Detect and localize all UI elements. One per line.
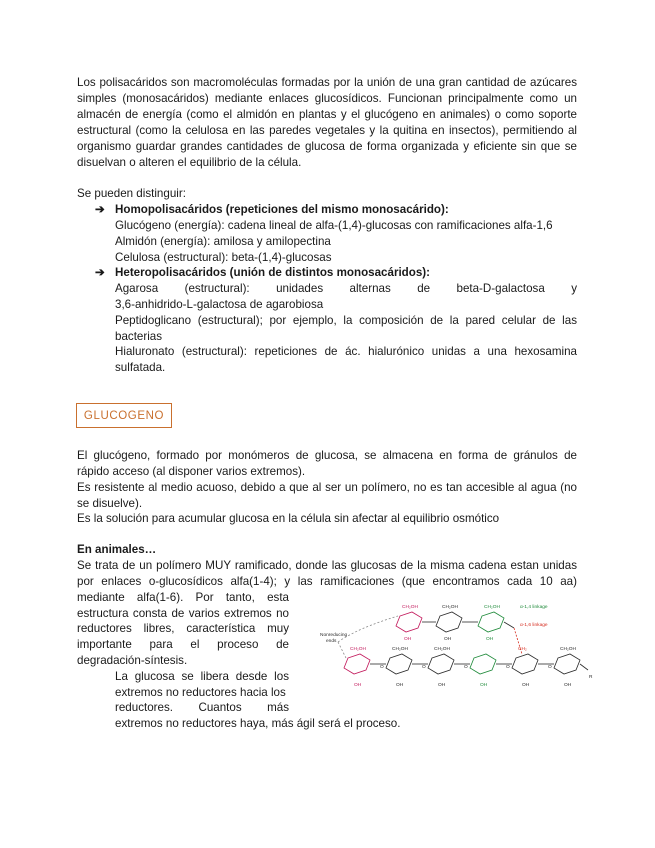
animals-line: mediante alfa(1-6). Por tanto, esta <box>77 591 289 604</box>
glucose-ring <box>478 612 504 632</box>
oh-label: OH <box>564 683 572 688</box>
animals-line: importante para el proceso de <box>77 638 289 651</box>
intro-line: almacén de energía (como el almidón en plantas y el glucógeno en animales) o como soporte <box>77 108 577 121</box>
glycogen-structure-diagram <box>318 598 598 694</box>
glucose-ring <box>512 654 538 674</box>
glucose-ring <box>344 654 370 674</box>
animals-line: por enlaces o-glucosídicos alfa(1-4); y las ramificaciones (que encontramos cada 10 aa) <box>77 575 577 588</box>
o-label: O <box>548 665 552 670</box>
nonreducing-arc <box>338 616 398 642</box>
list-item: sulfatada. <box>115 361 166 374</box>
arrow-right-icon: ➔ <box>95 203 105 216</box>
list-item: 3,6-anhidrido-L-galactosa de agarobiosa <box>115 298 324 311</box>
section-title-badge: GLUCOGENO <box>76 403 172 428</box>
glycogen-line: Es resistente al medio acuoso, debido a que al ser un polímero, no es tan accesible al agua (no <box>77 481 577 494</box>
animals-heading: En animales… <box>77 543 157 556</box>
list-item: Hialuronato (estructural): repeticiones de ác. hialurónico unidas a una hexosamina <box>115 345 577 358</box>
ch2oh-label: CH₂OH <box>484 605 500 610</box>
o-label: O <box>422 665 426 670</box>
nonreducing-label: Nonreducing <box>320 633 348 638</box>
intro-line: organismo guardar grandes cantidades de glucosa de forma organizada y eficiente sin que se <box>77 140 577 153</box>
homopolysaccharides-heading <box>95 202 575 218</box>
ch2oh-label: CH₂OH <box>442 605 458 610</box>
animals-line: reductores. Cuantos más <box>115 701 289 714</box>
ch2oh-label: CH₂OH <box>402 605 418 610</box>
list-item: Glucógeno (energía): cadena lineal de alfa-(1,4)-glucosas con ramificaciones alfa-1,6 <box>115 219 553 232</box>
list-item: bacterias <box>115 330 163 343</box>
glucose-ring <box>470 654 496 674</box>
upper-branch <box>396 612 514 632</box>
ch2-label: CH₂ <box>518 647 527 652</box>
intro-line: estructural (como la celulosa en las paredes vegetales y la quitina en insectos), permitiendo al <box>77 124 577 137</box>
ch2oh-label: CH₂OH <box>560 647 576 652</box>
o-label: O <box>464 665 468 670</box>
glucose-ring <box>554 654 580 674</box>
list-item: Agarosa (estructural): unidades alternas de beta-D-galactosa y <box>115 282 577 295</box>
ch2oh-label: CH₂OH <box>392 647 408 652</box>
intro-line: Los polisacáridos son macromoléculas formadas por la unión de una gran cantidad de azúcares <box>77 76 577 89</box>
oh-label: OH <box>438 683 446 688</box>
animals-line: extremos no reductores hacia los <box>115 686 286 699</box>
r-label: R <box>589 675 593 680</box>
alpha-14-label: α-1,4 linkage <box>520 605 548 610</box>
animals-line: degradación-síntesis. <box>77 654 188 667</box>
glycogen-line: se disuelve). <box>77 497 143 510</box>
glucose-ring <box>436 612 462 632</box>
glycogen-line: Es la solución para acumular glucosa en la célula sin afectar al equilibrio osmótico <box>77 512 500 525</box>
heteropolysaccharides-heading <box>95 265 575 281</box>
glycogen-line: rápido acceso (al disponer varios extremos). <box>77 465 306 478</box>
oh-label: OH <box>404 637 412 642</box>
oh-label: OH <box>354 683 362 688</box>
glucose-ring <box>396 612 422 632</box>
glycogen-line: El glucógeno, formado por monómeros de glucosa, se almacena en forma de gránulos de <box>77 449 577 462</box>
animals-line: reductores libres, característica muy <box>77 622 289 635</box>
homopolysaccharides-title: Homopolisacáridos (repeticiones del mismo monosacárido): <box>115 203 449 216</box>
distinguish-label: Se pueden distinguir: <box>77 187 186 200</box>
animals-line: La glucosa se libera desde los <box>115 670 289 683</box>
heteropolysaccharides-title: Heteropolisacáridos (unión de distintos monosacáridos): <box>115 266 431 279</box>
ends-label: ends <box>326 639 337 644</box>
animals-line: Se trata de un polímero MUY ramificado, donde las glucosas de la misma cadena estan unidas <box>77 559 577 572</box>
arrow-right-icon: ➔ <box>95 266 105 279</box>
list-item: Celulosa (estructural): beta-(1,4)-glucosas <box>115 251 332 264</box>
animals-line: estructura consta de varios extremos no <box>77 607 289 620</box>
intro-line: disuelvan o alteren el equilibrio de la célula. <box>77 156 302 169</box>
bond <box>504 622 514 628</box>
oh-label: OH <box>522 683 530 688</box>
oh-label: OH <box>444 637 452 642</box>
ch2oh-label: CH₂OH <box>350 647 366 652</box>
glucose-ring <box>386 654 412 674</box>
animals-line: extremos no reductores haya, más ágil será el proceso. <box>115 717 401 730</box>
nonreducing-arc <box>338 642 346 658</box>
oh-label: OH <box>396 683 404 688</box>
diagram-labels <box>320 604 593 688</box>
intro-line: simples (monosacáridos) mediante enlaces glucosídicos. Funcionan principalmente como un <box>77 92 577 105</box>
list-item: Almidón (energía): amilosa y amilopectina <box>115 235 331 248</box>
alpha-16-label: α-1,6 linkage <box>520 623 548 628</box>
ch2oh-label: CH₂OH <box>434 647 450 652</box>
glucose-ring <box>428 654 454 674</box>
list-item: Peptidoglicano (estructural); por ejemplo, la composición de la pared celular de las <box>115 314 577 327</box>
oh-label: OH <box>480 683 488 688</box>
o-label: O <box>506 665 510 670</box>
bond <box>580 664 588 670</box>
oh-label: OH <box>486 637 494 642</box>
o-label: O <box>380 665 384 670</box>
